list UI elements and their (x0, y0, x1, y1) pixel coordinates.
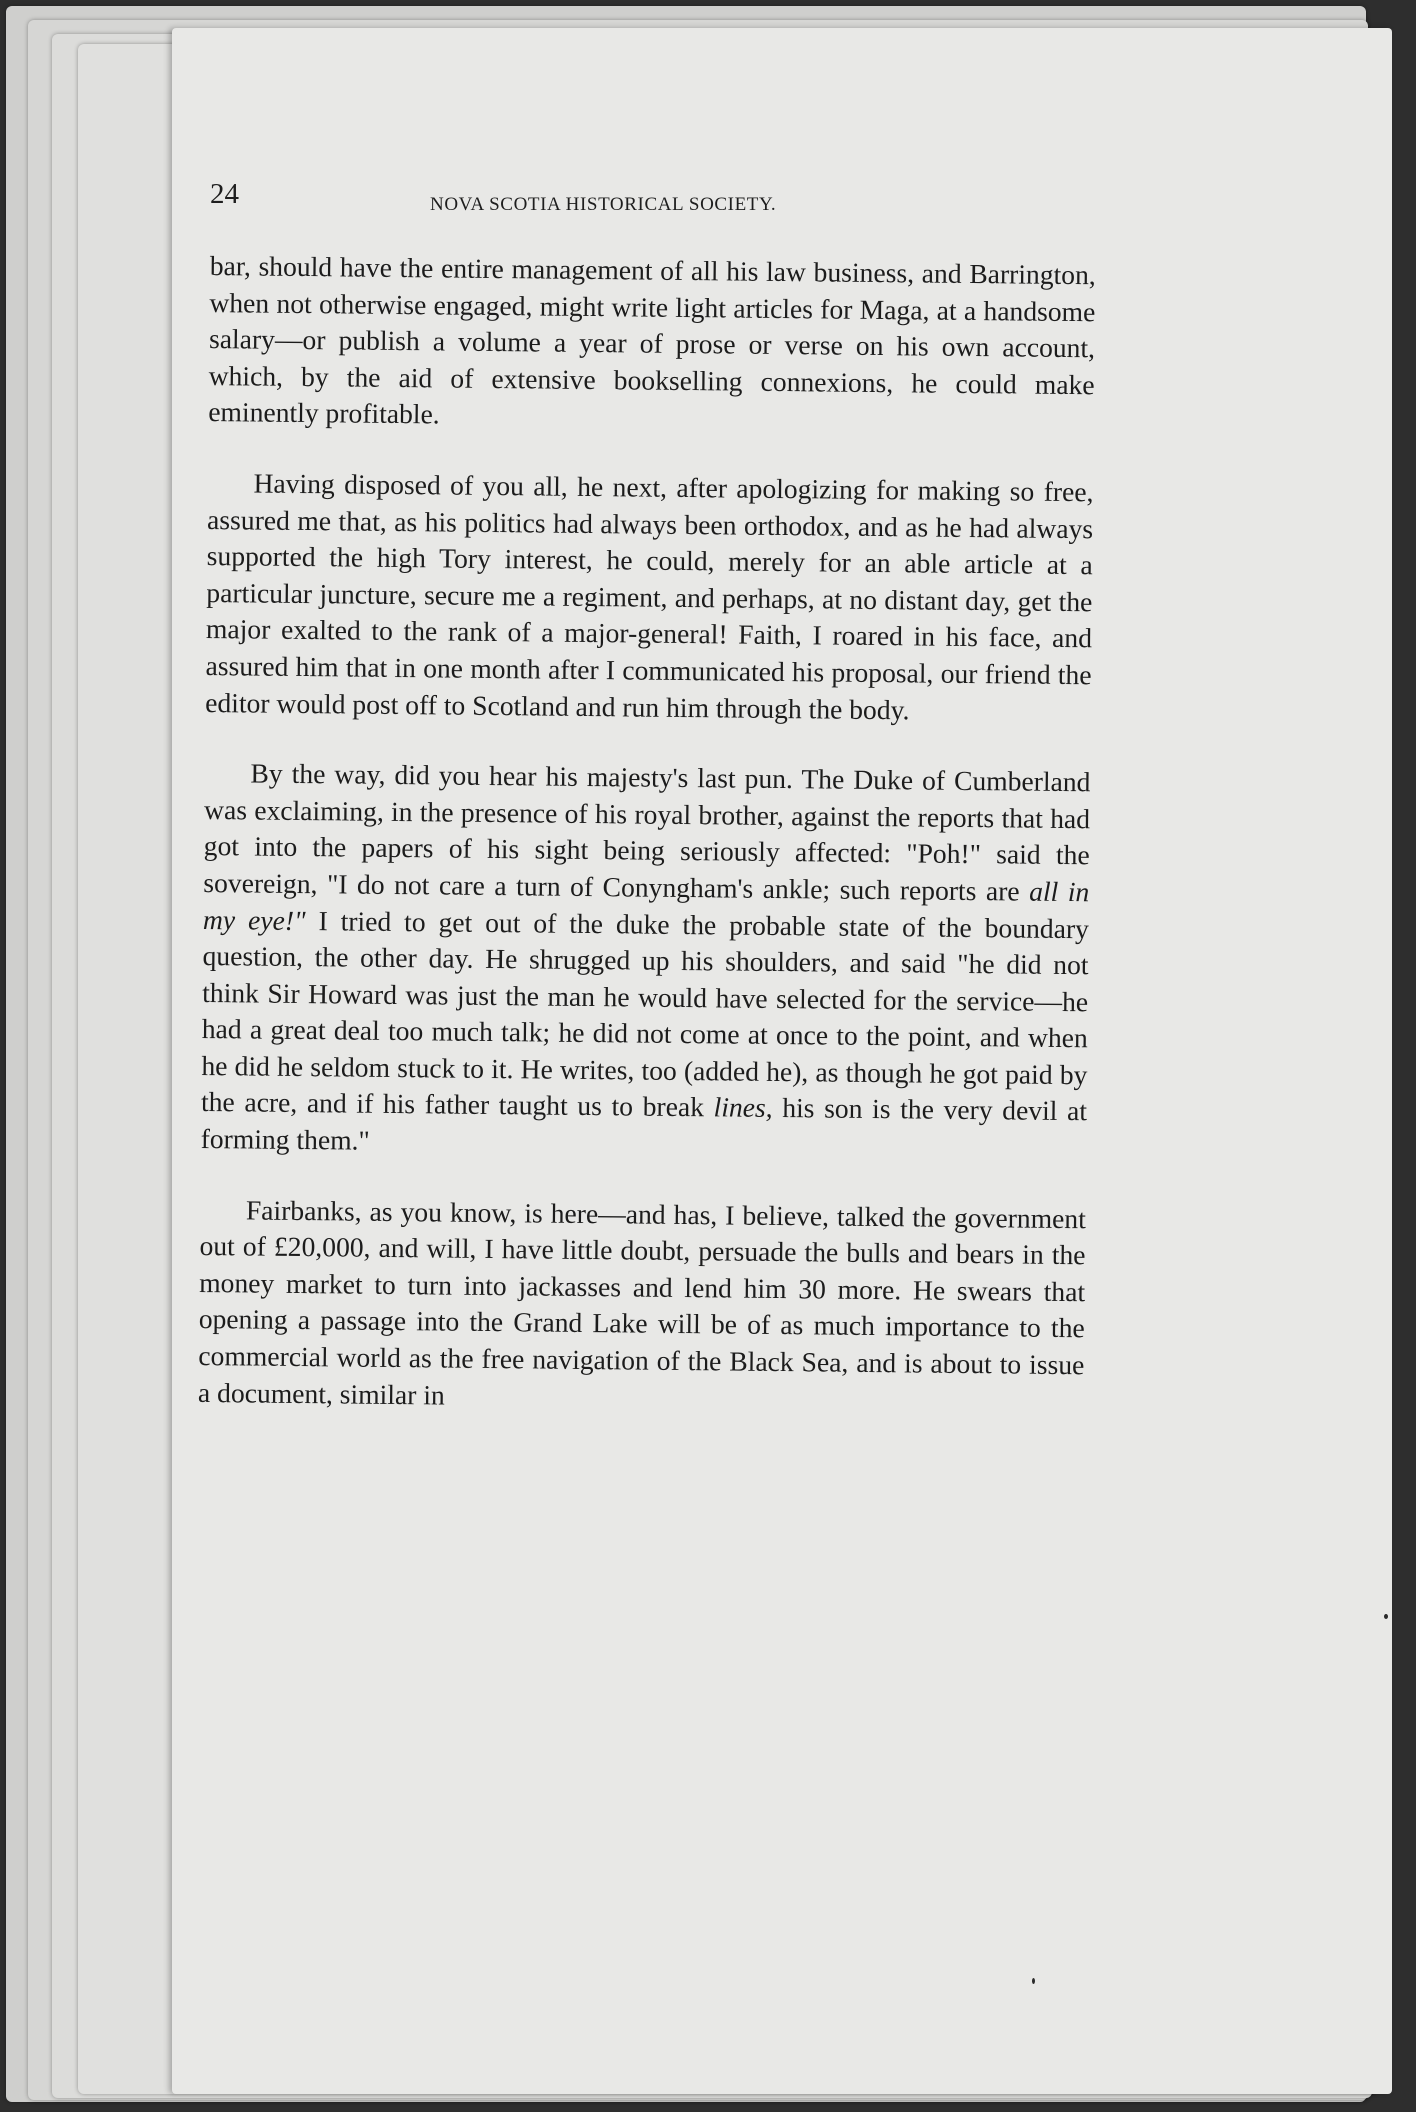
paragraph (205, 465, 1094, 730)
paragraph (200, 755, 1090, 1167)
body-text (198, 248, 1096, 1420)
running-title: NOVA SCOTIA HISTORICAL SOCIETY. (430, 194, 777, 215)
ink-speck (1384, 1614, 1388, 1619)
text-segment: his son is the very devil at forming them." (200, 1092, 1088, 1156)
text-segment: Fairbanks, as you know, is here—and has, I believe, talked the government out of £20,000, and will, I have little doubt, persuade the bulls and bears in the money market to turn into jackasses and lend him 30 more. He swears that opening a passage into the Grand Lake will be of as much importance to the commercial world as the free navigation of the Black Sea, and is about to issue a document, similar in (197, 1194, 1087, 1411)
paragraph (208, 248, 1096, 440)
text-segment: Having disposed of you all, he next, after apologizing for making so free, assured me that, as his politics had always been orthodox, and as he had always supported the high Tory interest, he could, merely for an able article at a particular juncture, secure me a regiment, and perhaps, at no distant day, get the major exalted to the rank of a major-general! Faith, I roared in his face, and assured him that in one month after I communicated his proposal, our friend the editor would post off to Scotland and run him through the body. (205, 467, 1094, 725)
page-number: 24 (210, 178, 239, 210)
text-segment: By the way, did you hear his majesty's last pun. The Duke of Cumberland was exclaiming, in the presence of his royal brother, against the reports that had got into the papers of his sight being seriously affected: "Poh!" said the sovereign, "I do not care a turn of Conyngham's ankle; such reports are (203, 757, 1091, 907)
text-segment: bar, should have the entire management of all his law business, and Barrington, when not otherwise engaged, might write light articles for Maga, at a handsome salary—or publish a volume a year of prose or verse on his own account, which, by the aid of extensive bookselling connexions, he could make eminently profitable. (208, 249, 1096, 430)
text-segment: I tried to get out of the duke the probable state of the boundary question, the other day. He shrugged up his shoulders, and said "he did not think Sir Howard was just the man he would have selected for the service—he had a great deal too much talk; he did not come at once to the point, and when he did he seldom stuck to it. He writes, too (added he), as though he got paid by the acre, and if his father taught us to break (200, 904, 1090, 1123)
paragraph (198, 1192, 1086, 1421)
italic-segment: lines, (713, 1091, 773, 1124)
italic-segment: all in my eye!" (202, 875, 1090, 936)
ink-speck (1032, 1978, 1035, 1984)
